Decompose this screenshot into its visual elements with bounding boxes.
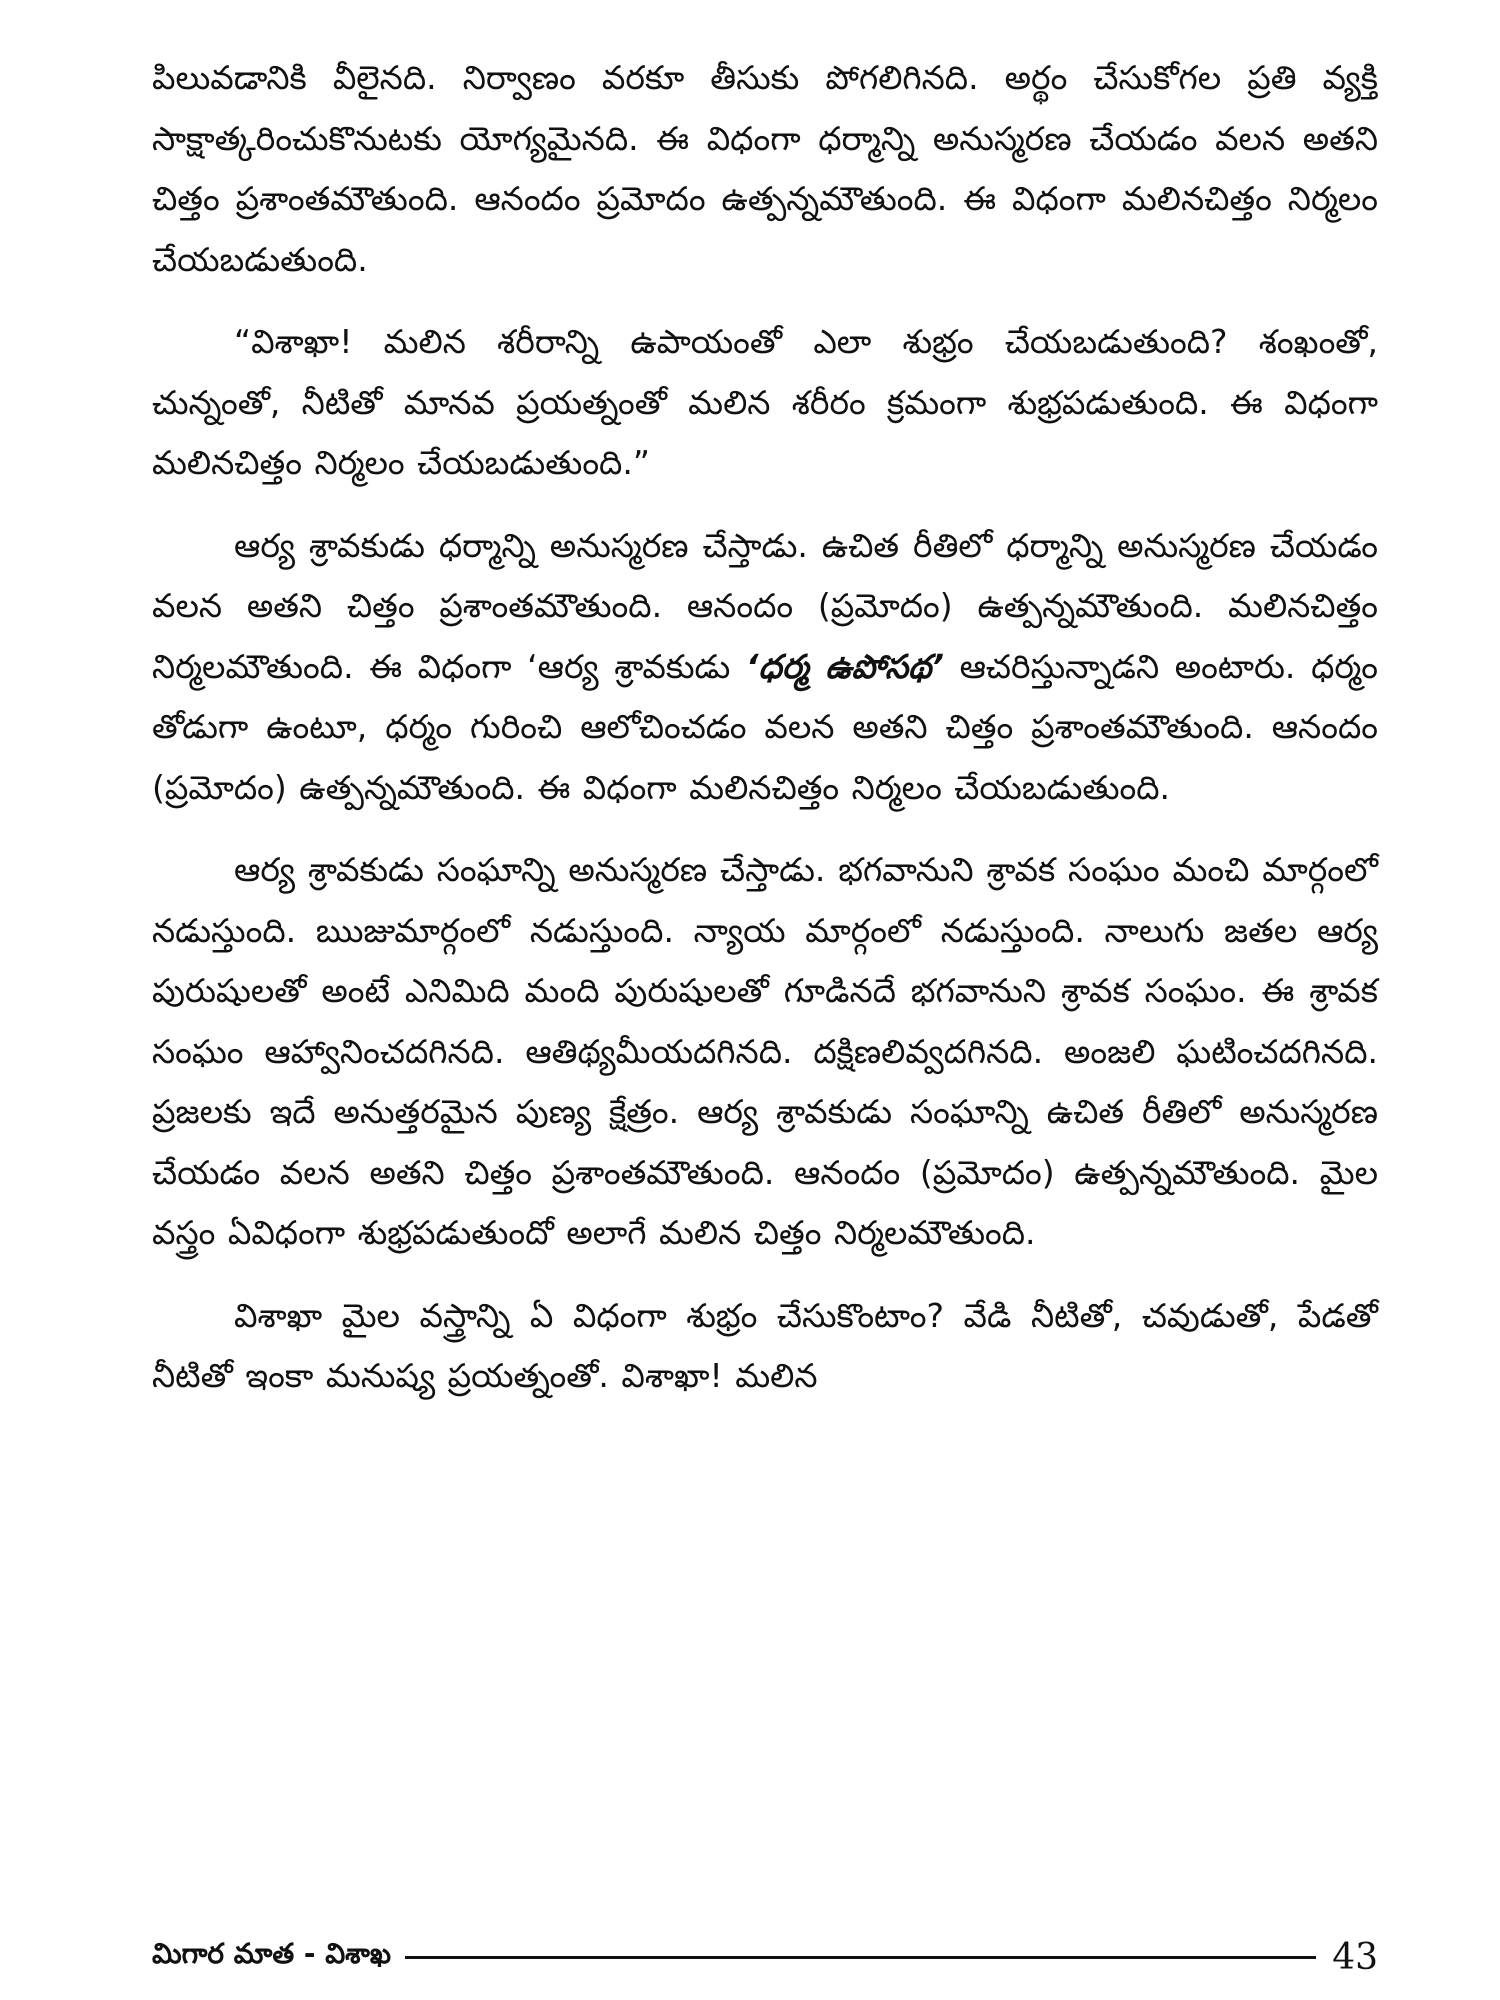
page-footer: [152, 1932, 1378, 1982]
paragraph-dharma-text-end: ఆచరిస్తున్నాడని అంటారు. ధర్మం తోడుగా ఉంటూ, ధర్మం గురించి ఆలోచించడం వలన అతని చిత్తం ప్రశాంతమౌతుంది. ఆనందం (ప్రమోదం) ఉత్పన్నమౌతుంది. ఈ విధంగా మలినచిత్తం నిర్మలం చేయబడుతుంది.: [152, 646, 1378, 807]
dharma-uposatha-term: ‘ధర్మ ఉపోసథ’: [745, 646, 944, 686]
footer-rule: [405, 1956, 1316, 1959]
paragraph-cloth: విశాఖా మైల వస్త్రాన్ని ఏ విధంగా శుభ్రం చేసుకొంటాం? వేడి నీటితో, చవుడుతో, పేడతో నీటితో ఇంకా మనుష్య ప్రయత్నంతో. విశాఖా! మలిన: [152, 1295, 1378, 1395]
page-number: 43: [1332, 1936, 1378, 1978]
paragraph-continuation: పిలువడానికి వీలైనది. నిర్వాణం వరకూ తీసుకు పోగలిగినది. అర్థం చేసుకోగల ప్రతి వ్యక్తి సాక్షాత్కరించుకొనుటకు యోగ్యమైనది. ఈ విధంగా ధర్మాన్ని అనుస్మరణ చేయడం వలన అతని చిత్తం ప్రశాంతమౌతుంది. ఆనందం ప్రమోదం ఉత్పన్నమౌతుంది. ఈ విధంగా మలినచిత్తం నిర్మలం చేయబడుతుంది.: [152, 58, 1378, 279]
paragraph-dharma-text-start: ఆర్య శ్రావకుడు ధర్మాన్ని అనుస్మరణ చేస్తాడు. ఉచిత రీతిలో ధర్మాన్ని అనుస్మరణ చేయడం వలన అతని చిత్తం ప్రశాంతమౌతుంది. ఆనందం (ప్రమోదం) ఉత్పన్నమౌతుంది. మలినచిత్తం నిర్మలమౌతుంది. ఈ విధంగా ‘ఆర్య శ్రావకుడు: [152, 525, 1378, 686]
running-title: మిగార మాత - విశాఖ: [152, 1937, 392, 1970]
body-text: [152, 48, 1378, 1429]
paragraph-sangha: ఆర్య శ్రావకుడు సంఘాన్ని అనుస్మరణ చేస్తాడు. భగవానుని శ్రావక సంఘం మంచి మార్గంలో నడుస్తుంది. ఋజుమార్గంలో నడుస్తుంది. న్యాయ మార్గంలో నడుస్తుంది. నాలుగు జతల ఆర్య పురుషులతో అంటే ఎనిమిది మంది పురుషులతో గూడినదే భగవానుని శ్రావక సంఘం. ఈ శ్రావక సంఘం ఆహ్వానించదగినది. ఆతిథ్యమీయదగినది. దక్షిణలివ్వదగినది. అంజలి ఘటించదగినది. ప్రజలకు ఇదే అనుత్తరమైన పుణ్య క్షేత్రం. ఆర్య శ్రావకుడు సంఘాన్ని ఉచిత రీతిలో అనుస్మరణ చేయడం వలన అతని చిత్తం ప్రశాంతమౌతుంది. ఆనందం (ప్రమోదం) ఉత్పన్నమౌతుంది. మైల వస్త్రం ఏవిధంగా శుభ్రపడుతుందో అలాగే మలిన చిత్తం నిర్మలమౌతుంది.: [152, 850, 1378, 1252]
paragraph-quote: “విశాఖా! మలిన శరీరాన్ని ఉపాయంతో ఎలా శుభ్రం చేయబడుతుంది? శంఖంతో, చున్నంతో, నీటితో మానవ ప్రయత్నంతో మలిన శరీరం క్రమంగా శుభ్రపడుతుంది. ఈ విధంగా మలినచిత్తం నిర్మలం చేయబడుతుంది.”: [152, 322, 1378, 482]
paragraph-dharma: [152, 516, 1378, 819]
